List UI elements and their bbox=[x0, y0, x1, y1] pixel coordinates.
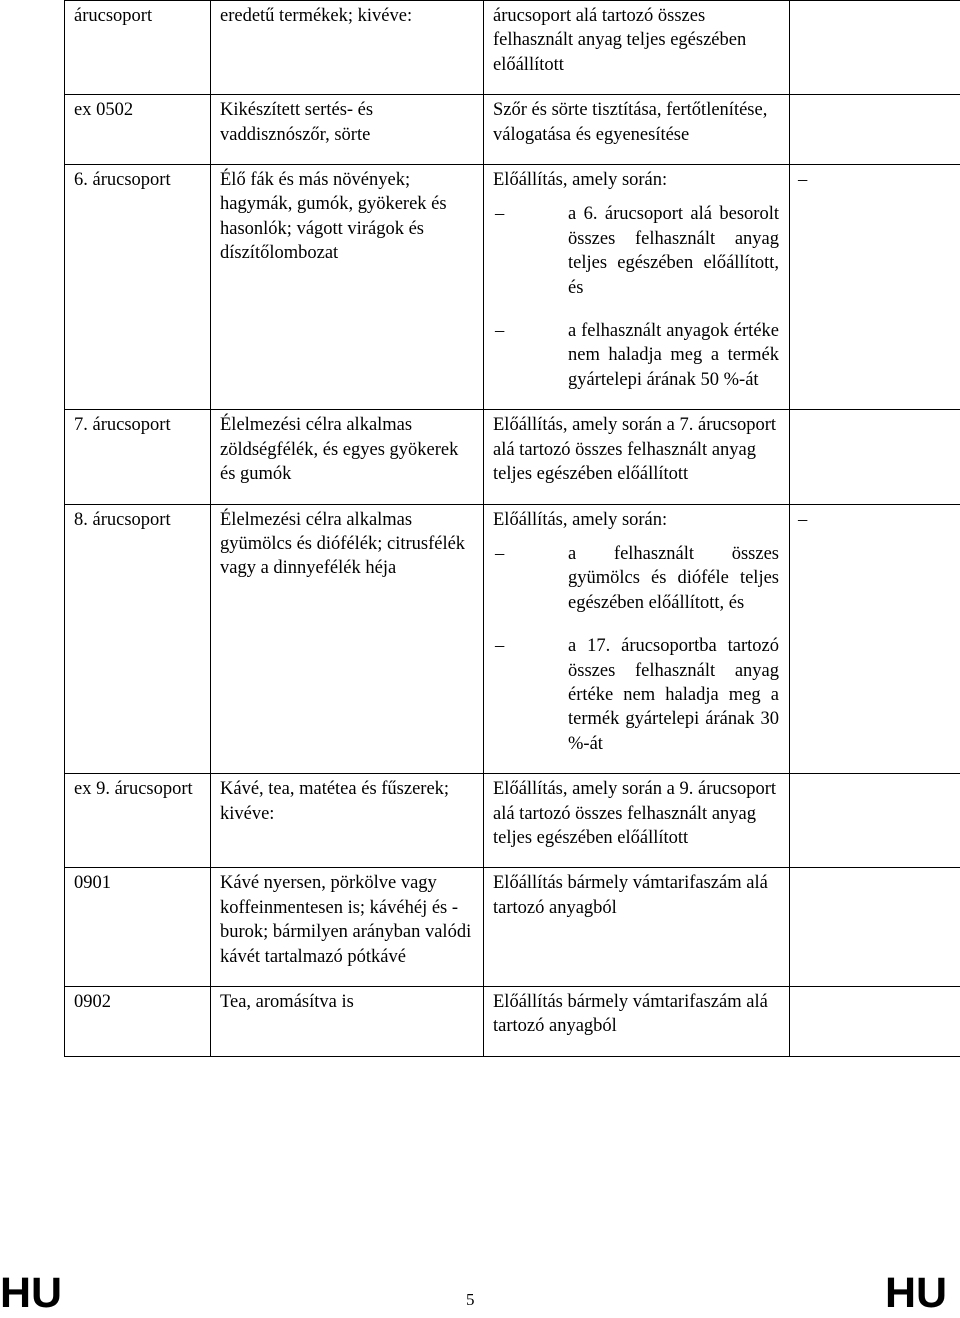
rule-condition-item bbox=[493, 542, 781, 615]
code-cell bbox=[65, 987, 211, 1057]
code-text: 7. árucsoport bbox=[74, 413, 202, 437]
code-cell bbox=[65, 165, 211, 410]
rule-cell bbox=[484, 868, 790, 987]
footer-language-label-left: HU bbox=[0, 1268, 62, 1318]
code-cell bbox=[65, 868, 211, 987]
rule-cell bbox=[484, 987, 790, 1057]
rule-condition-text: a 17. árucsoportba tartozó összes felhasznált anyag értéke nem haladja meg a termék gyártelepi árának 30 %-át bbox=[568, 636, 779, 754]
description-cell bbox=[211, 95, 484, 165]
rule-text: Előállítás, amely során: bbox=[493, 168, 781, 192]
alt-rule-cell bbox=[790, 504, 960, 774]
rule-cell bbox=[484, 504, 790, 774]
alt-rule-cell bbox=[790, 165, 960, 410]
description-cell bbox=[211, 504, 484, 774]
code-cell bbox=[65, 1, 211, 95]
code-cell bbox=[65, 410, 211, 504]
alt-rule-cell bbox=[790, 1, 960, 95]
code-text: 8. árucsoport bbox=[74, 508, 202, 532]
footer-language-label-right: HU bbox=[885, 1268, 947, 1318]
rule-text: Előállítás bármely vámtarifaszám alá tartozó anyagból bbox=[493, 871, 781, 920]
rule-cell bbox=[484, 410, 790, 504]
table-row bbox=[65, 504, 960, 774]
rule-condition-item bbox=[493, 319, 781, 392]
alt-rule-cell bbox=[790, 774, 960, 868]
table-row bbox=[65, 410, 960, 504]
description-cell bbox=[211, 1, 484, 95]
alt-rule-text: – bbox=[798, 168, 953, 192]
description-text: Élő fák és más növények; hagymák, gumók, gyökerek és hasonlók; vágott virágok és díszítőlombozat bbox=[220, 168, 475, 266]
table-row bbox=[65, 95, 960, 165]
code-text: árucsoport bbox=[74, 4, 202, 28]
rule-condition-text: a 6. árucsoport alá besorolt összes felhasznált anyag teljes egészében előállított, és bbox=[568, 204, 779, 297]
alt-rule-text: – bbox=[798, 508, 953, 532]
code-text: 0901 bbox=[74, 871, 202, 895]
rule-cell bbox=[484, 1, 790, 95]
rule-text: árucsoport alá tartozó összes felhasznált anyag teljes egészében előállított bbox=[493, 4, 781, 77]
table-row bbox=[65, 868, 960, 987]
description-cell bbox=[211, 165, 484, 410]
code-text: 0902 bbox=[74, 990, 202, 1014]
code-text: ex 0502 bbox=[74, 98, 202, 122]
dash-mark: – bbox=[495, 542, 504, 566]
table-row bbox=[65, 165, 960, 410]
rules-table bbox=[64, 0, 960, 1057]
page-number: 5 bbox=[466, 1290, 475, 1310]
code-cell bbox=[65, 504, 211, 774]
description-text: eredetű termékek; kivéve: bbox=[220, 4, 475, 28]
description-text: Élelmezési célra alkalmas zöldségfélék, és egyes gyökerek és gumók bbox=[220, 413, 475, 486]
alt-rule-cell bbox=[790, 410, 960, 504]
code-cell bbox=[65, 95, 211, 165]
dash-mark: – bbox=[495, 319, 504, 343]
description-cell bbox=[211, 774, 484, 868]
alt-rule-cell bbox=[790, 868, 960, 987]
table-row bbox=[65, 987, 960, 1057]
code-text: 6. árucsoport bbox=[74, 168, 202, 192]
table-row bbox=[65, 1, 960, 95]
description-text: Kikészített sertés- és vaddisznószőr, sörte bbox=[220, 98, 475, 147]
rule-text: Előállítás, amely során a 9. árucsoport alá tartozó összes felhasznált anyag teljes egészében előállított bbox=[493, 777, 781, 850]
description-text: Tea, aromásítva is bbox=[220, 990, 475, 1014]
description-text: Kávé nyersen, pörkölve vagy koffeinmentesen is; kávéhéj és -burok; bármilyen arányban valódi kávét tartalmazó pótkávé bbox=[220, 871, 475, 969]
description-text: Élelmezési célra alkalmas gyümölcs és diófélék; citrusfélék vagy a dinnyefélék héja bbox=[220, 508, 475, 581]
rule-condition-text: a felhasznált összes gyümölcs és dióféle teljes egészében előállított, és bbox=[568, 544, 779, 613]
dash-mark: – bbox=[495, 634, 504, 658]
rule-condition-item bbox=[493, 202, 781, 300]
rule-cell bbox=[484, 774, 790, 868]
description-cell bbox=[211, 868, 484, 987]
code-cell bbox=[65, 774, 211, 868]
description-cell bbox=[211, 410, 484, 504]
rule-condition-text: a felhasznált anyagok értéke nem haladja meg a termék gyártelepi árának 50 %-át bbox=[568, 321, 779, 390]
rule-text: Szőr és sörte tisztítása, fertőtlenítése, válogatása és egyenesítése bbox=[493, 98, 781, 147]
rule-cell bbox=[484, 165, 790, 410]
rule-condition-item bbox=[493, 634, 781, 756]
rule-text: Előállítás bármely vámtarifaszám alá tartozó anyagból bbox=[493, 990, 781, 1039]
rule-cell bbox=[484, 95, 790, 165]
alt-rule-cell bbox=[790, 95, 960, 165]
rule-text: Előállítás, amely során: bbox=[493, 508, 781, 532]
code-text: ex 9. árucsoport bbox=[74, 777, 202, 801]
table-row bbox=[65, 774, 960, 868]
description-cell bbox=[211, 987, 484, 1057]
description-text: Kávé, tea, matétea és fűszerek; kivéve: bbox=[220, 777, 475, 826]
alt-rule-cell bbox=[790, 987, 960, 1057]
dash-mark: – bbox=[495, 202, 504, 226]
rule-text: Előállítás, amely során a 7. árucsoport alá tartozó összes felhasznált anyag teljes egészében előállított bbox=[493, 413, 781, 486]
